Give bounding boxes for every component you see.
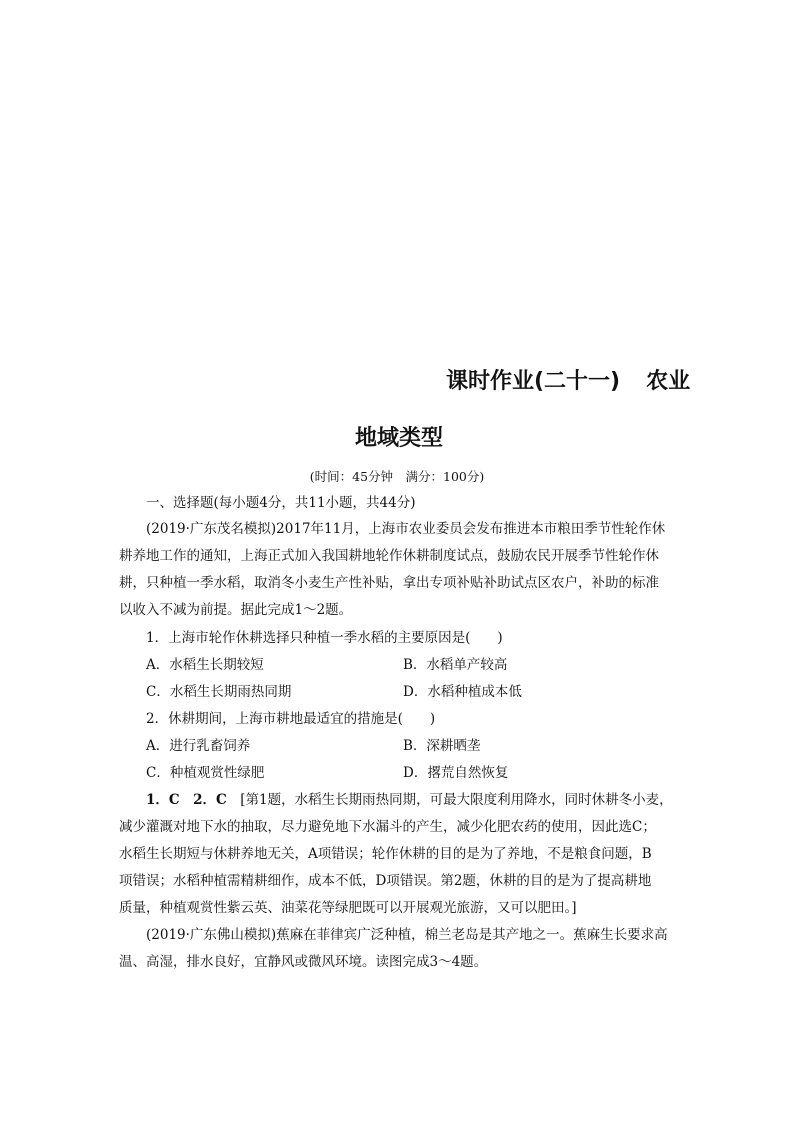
question-2-option-a: A．进行乳畜饲养 [146,738,251,754]
passage1-line: 以收入不减为前提。据此完成1～2题。 [119,602,353,618]
answer-explanation: [第1题，水稻生长期雨热同期，可最大限度利用降水，同时休耕冬小麦， [240,792,673,808]
answer-line: 水稻生长期短与休耕养地无关，A项错误；轮作休耕的目的是为了养地，不是粮食问题，B [119,846,652,862]
question-1-stem: 1．上海市轮作休耕选择只种植一季水稻的主要原因是( ) [146,630,503,646]
passage1-line: (2019·广东茂名模拟)2017年11月，上海市农业委员会发布推进本市粮田季节性轮作休 [146,521,666,537]
question-2-option-d: D．撂荒自然恢复 [403,765,509,781]
section-heading: 一、选择题(每小题4分，共11小题，共44分) [146,495,416,511]
passage2-line: (2019·广东佛山模拟)蕉麻在菲律宾广泛种植，棉兰老岛是其产地之一。蕉麻生长要求高 [146,927,668,943]
question-2-option-b: B．深耕晒垄 [403,738,481,754]
answer-line: 质量，种植观赏性紫云英、油菜花等绿肥既可以开展观光旅游，又可以肥田。] [119,900,577,916]
page-title-line1 [446,364,690,395]
page-title-line2: 地域类型 [355,426,444,451]
question-1-option-c: C．水稻生长期雨热同期 [146,684,292,700]
answer-line: 项错误；水稻种植需精耕细作，成本不低，D项错误。第2题，休耕的目的是为了提高耕地 [119,873,652,889]
passage1-line: 耕养地工作的通知，上海正式加入我国耕地轮作休耕制度试点，鼓励农民开展季节性轮作休 [119,548,659,564]
passage2-line: 温、高湿，排水良好，宜静风或微风环境。读图完成3～4题。 [119,954,488,970]
answer-key: 1．C 2．C [146,792,227,808]
question-1-option-d: D．水稻种植成本低 [403,684,522,700]
answer-line: 减少灌溉对地下水的抽取，尽力避免地下水漏斗的产生，减少化肥农药的使用，因此选C； [119,819,656,835]
time-score-subtitle: (时间：45分钟 满分：100分) [309,469,485,484]
question-2-stem: 2．休耕期间，上海市耕地最适宜的措施是( ) [146,711,436,727]
question-1-option-a: A．水稻生长期较短 [146,657,264,673]
title-part1: 课时作业(二十一) [446,369,621,394]
question-1-option-b: B．水稻单产较高 [403,657,508,673]
question-2-option-c: C．种植观赏性绿肥 [146,765,265,781]
answer-line [146,791,673,809]
passage1-line: 耕，只种植一季水稻，取消冬小麦生产性补贴，拿出专项补贴补助试点区农户，补助的标准 [119,575,659,591]
title-part2: 农业 [646,369,691,394]
